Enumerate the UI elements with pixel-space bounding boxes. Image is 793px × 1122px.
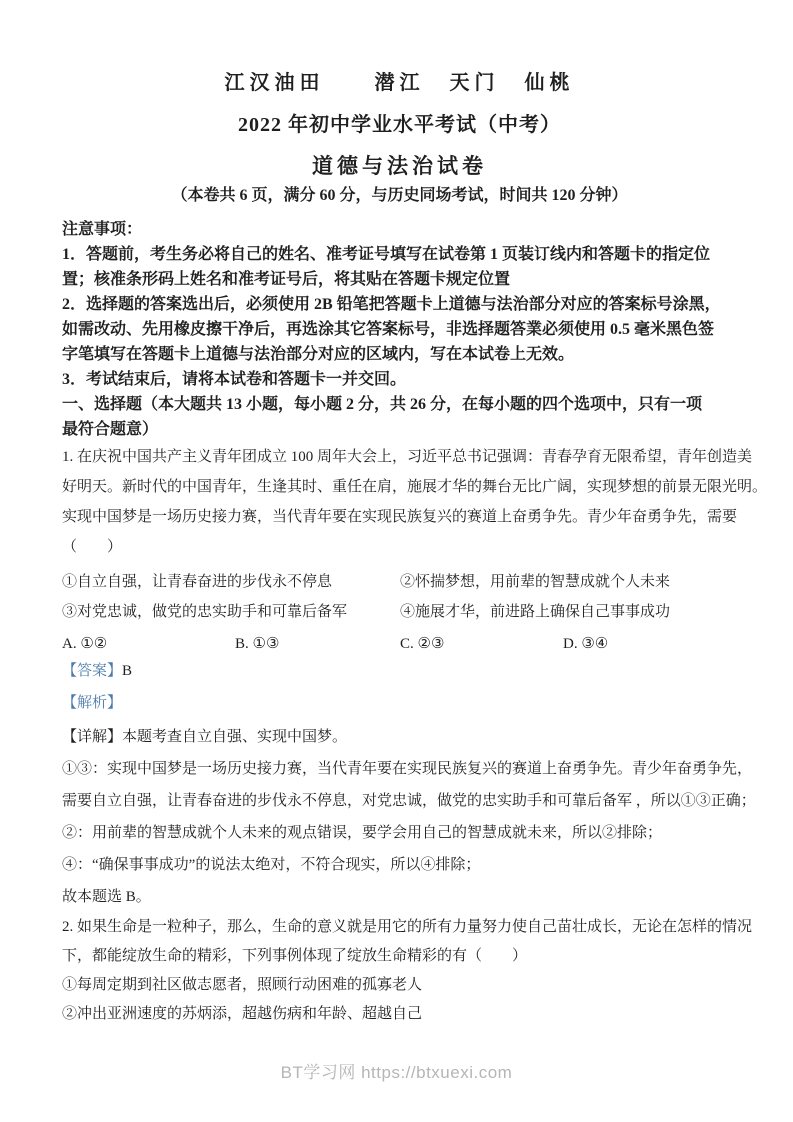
question-2 [62,913,753,1029]
statement-2: ②冲出亚洲速度的苏炳添，超越伤病和年龄、超越自己 [62,1006,423,1022]
question-1 [62,442,768,913]
paper-title: 道德与法治试卷 [312,154,487,178]
explanation-line: 需要自立自强，让青春奋进的步伐永不停息，对党忠诚，做党的忠实助手和可靠后备军 ，所以①③正确； [62,793,756,809]
analysis-row [62,691,737,715]
question-1-explanation [62,721,756,913]
notice-line: 字笔填写在答题卡上道德与法治部分对应的区域内，写在本试卷上无效。 [62,346,575,363]
notice-heading: 注意事项： [62,221,143,238]
question-1-stem-line: 实现中国梦是一场历史接力赛，当代青年要在实现民族复兴的赛道上奋勇争先。青少年奋勇争先，需要 [62,509,738,525]
choice-b: B. ①③ [235,636,280,652]
section-heading-line: 最符合题意） [62,421,159,438]
explanation-line: ④：“确保事事成功”的说法太绝对，不符合现实，所以④排除； [62,857,481,873]
exam-title: 2022 年初中学业水平考试（中考） [238,114,561,136]
statement-3: ③对党忠诚，做党的忠实助手和可靠后备军 [62,604,348,620]
answer-row [62,659,737,683]
paper-meta-line: （本卷共 6 页，满分 60 分，与历史同场考试，时间共 120 分钟） [171,187,628,204]
site-watermark: BT学习网 https://btxuexi.com [280,1063,513,1082]
notice-line: 2．选择题的答案选出后，必须使用 2B 铅笔把答题卡上道德与法治部分对应的答案标号涂黑， [62,296,721,313]
question-2-stem-line: 下，都能绽放生命的精彩，下列事例体现了绽放生命精彩的有（ ） [62,948,528,964]
notice-line: 3．考试结束后，请将本试卷和答题卡一并交回。 [62,371,407,388]
statement-2: ②怀揣梦想，用前辈的智慧成就个人未来 [400,574,671,590]
question-1-statements [62,567,737,627]
answer-value: B [122,663,133,679]
explanation-line: 故本题选 B。 [62,889,151,905]
analysis-label: 【解析】 [62,695,123,711]
section-heading-line: 一、选择题（本大题共 13 小题，每小题 2 分，共 26 分，在每小题的四个选项中，只有一项 [62,396,703,413]
choice-c: C. ②③ [400,636,445,652]
statement-1: ①每周定期到社区做志愿者，照顾行动困难的孤寡老人 [62,977,423,993]
explanation-line: 【详解】本题考查自立自强、实现中国梦。 [62,729,348,745]
question-1-stem-line: （ ） [62,539,123,555]
question-1-stem-line: 好明天。新时代的中国青年，生逢其时、重任在肩，施展才华的舞台无比广阔，实现梦想的前景无限光明。 [62,479,768,495]
header-regions-line: 江汉油田 潜江 天门 仙桃 [224,72,575,94]
question-1-choices [62,631,737,657]
notice-line: 置；核准条形码上姓名和准考证号后，将其贴在答题卡规定位置 [62,271,511,288]
notice-line: 1．答题前，考生务必将自己的姓名、准考证号填写在试卷第 1 页装订线内和答题卡的指定位 [62,246,711,263]
question-2-stem-line: 2. 如果生命是一粒种子，那么，生命的意义就是用它的所有力量努力使自己苗壮成长，无论在怎样的情况 [62,919,753,935]
explanation-line: ②：用前辈的智慧成就个人未来的观点错误，要学会用自己的智慧成就未来，所以②排除； [62,825,663,841]
question-1-stem-line: 1. 在庆祝中国共产主义青年团成立 100 周年大会上，习近平总书记强调：青春孕育无限希望，青年创造美 [62,449,753,465]
notice-line: 如需改动、先用橡皮擦干净后，再选涂其它答案标号，非选择题答業必须使用 0.5 毫米黑色签 [62,321,715,338]
explanation-line: ①③：实现中国梦是一场历史接力赛，当代青年要在实现民族复兴的赛道上奋勇争先。青少年奋勇争先， [62,761,753,777]
statement-4: ④施展才华，前进路上确保自己事事成功 [400,604,671,620]
answer-label: 【答案】 [62,663,123,679]
statement-1: ①自立自强，让青春奋进的步伐永不停息 [62,574,333,590]
choice-a: A. ①② [62,636,108,652]
choice-d: D. ③④ [563,636,609,652]
